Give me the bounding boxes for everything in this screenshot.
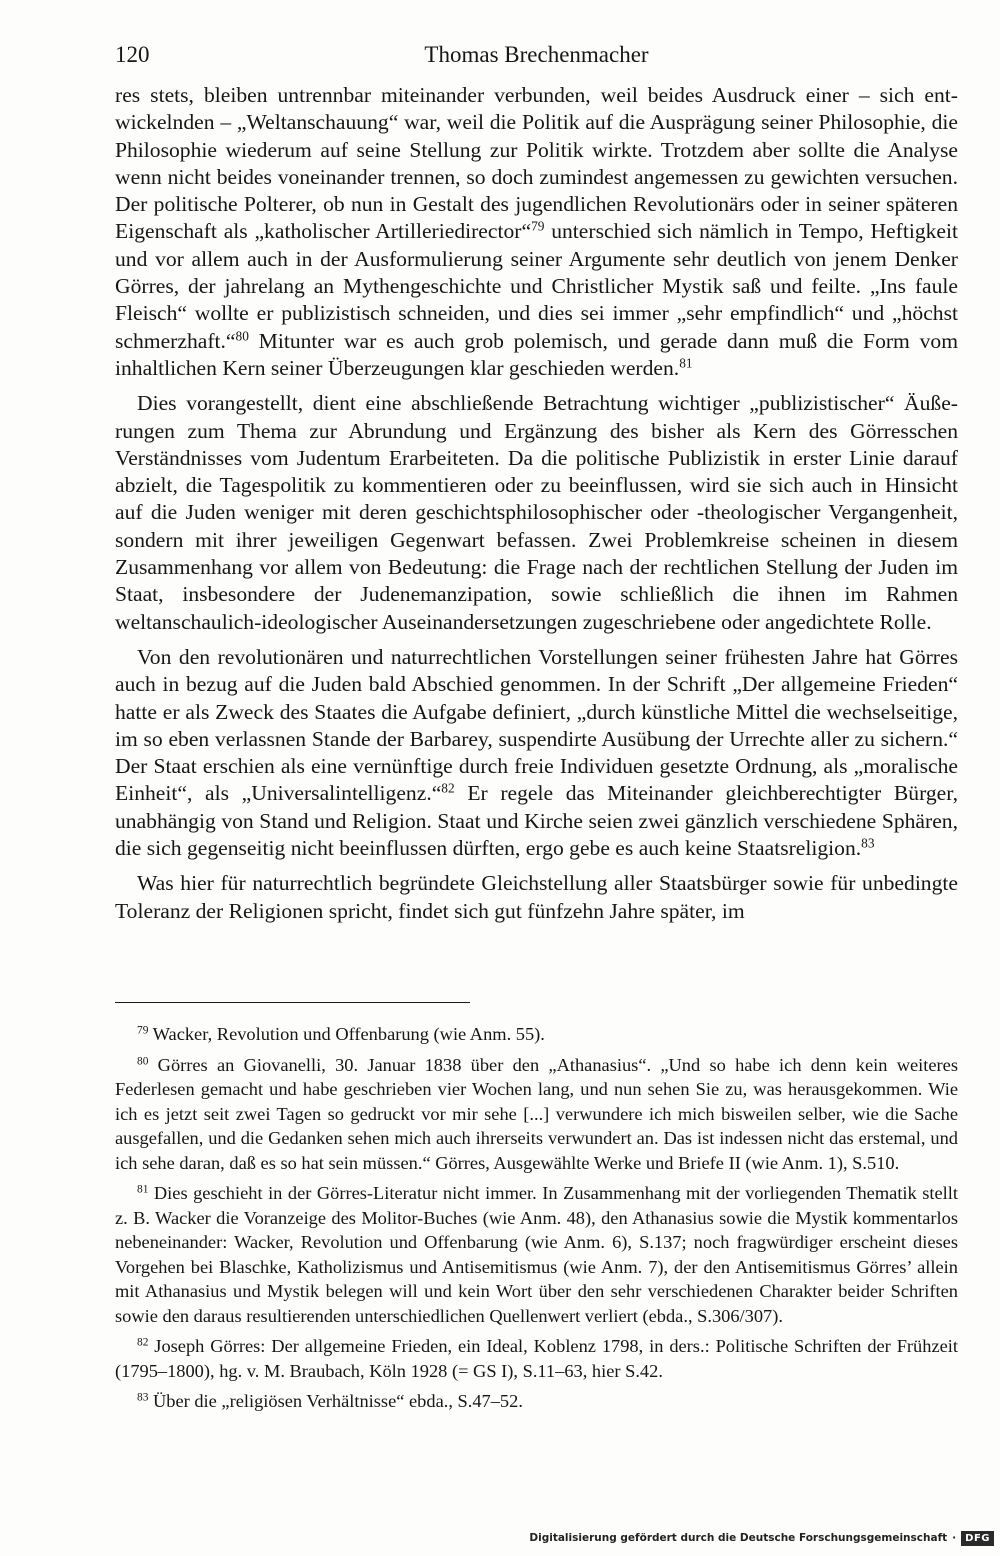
- footnote-81: [115, 1181, 958, 1328]
- main-text: [115, 82, 958, 933]
- footnote-ref-82[interactable]: 82: [441, 781, 455, 797]
- footnote-number: 80: [137, 1055, 149, 1068]
- digitization-credit: [529, 1526, 994, 1550]
- paragraph-3: [115, 644, 958, 862]
- paragraph-3-text-b: Er regele das Miteinander gleichberechtigter Bürger, unabhängig von Stand und Religion. Staat und Kirche seien zwei gänzlich verschiedene Sphären, die sich gegenseitig nicht beeinflussen dürften, ergo gebe es auch keine Staatsreligion.: [115, 781, 958, 861]
- footnotes: [115, 1022, 958, 1420]
- paragraph-1: [115, 82, 958, 382]
- footnote-text: Dies geschieht in der Görres-Literatur nicht immer. In Zusammenhang mit der vorliegenden Thematik stellt z. B. Wacker die Voranzeige des Molitor-Buches (wie Anm. 48), den Athanasius sowie die Mystik kommentarlos nebeneinander: Wacker, Revolution und Offenbarung (wie Anm. 6), S.137; noch fragwürdiger erscheint dieses Vorgehen bei Blaschke, Katholizismus und Antisemitismus (wie Anm. 7), der den Antisemitismus Görres’ allein mit Athanasius und Mystik belegen will und kein Wort über den sehr verschiedenen Charakter beider Schriften sowie den daraus resultierenden unterschiedlichen Quellenwert verliert (ebda., S.306/307).: [115, 1183, 958, 1326]
- credit-separator: ·: [952, 1532, 957, 1544]
- footnote-text: Über die „religiösen Verhältnisse“ ebda., S.47–52.: [148, 1391, 523, 1411]
- footnote-ref-81[interactable]: 81: [679, 355, 693, 371]
- footnote-80: [115, 1053, 958, 1176]
- footnote-divider: [115, 1002, 470, 1003]
- paragraph-4: [115, 870, 958, 925]
- paragraph-1-text-b: unterschied sich nämlich in Tempo, Heftigkeit und vor allem auch in der Ausformulierung seiner Argumente sehr deutlich von jenem Denker Görres, der jahrelang an Mythengeschichte und Christlicher Mystik saß und feilte. „Ins faule Fleisch“ wollte er publizistisch schneiden, und dies sei immer „sehr empfindlich“ und „höchst schmerzhaft.“: [115, 219, 959, 353]
- paragraph-4-text: Was hier für naturrechtlich begründete Gleichstellung aller Staatsbürger sowie für unbedingte Toleranz der Religionen spricht, findet sich gut fünfzehn Jahre später, im: [115, 871, 958, 923]
- footnote-ref-83[interactable]: 83: [861, 835, 875, 851]
- running-head: Thomas Brechenmacher: [424, 42, 649, 67]
- footnote-text: Joseph Görres: Der allgemeine Frieden, ein Ideal, Koblenz 1798, in ders.: Politische Schriften der Frühzeit (1795–1800), hg. v. M. Braubach, Köln 1928 (= GS I), S.11–63, hier S.42.: [115, 1336, 958, 1381]
- paragraph-1-text-c: Mitunter war es auch grob polemisch, und gerade dann muß die Form vom inhaltlichen Kern seiner Überzeugungen klar geschieden werden.: [115, 328, 958, 380]
- paragraph-1-text-a: res stets, bleiben untrennbar miteinander verbunden, weil beides Ausdruck einer – sich entwickelnden – „Weltanschauung“ war, weil die Politik auf die Ausprägung seiner Philosophie, die Philosophie wiederum auf seine Stellung zur Politik wirkte. Trotzdem aber sollte die Analyse wenn nicht beides voneinander trennen, so doch zumindest angemessen zu gewichten versuchen. Der politische Polterer, ob nun in Gestalt des jugendlichen Revolutionärs oder in seiner späteren Eigenschaft als „katholischer Artilleriedirector“: [115, 83, 958, 244]
- credit-text: Digitalisierung gefördert durch die Deutsche Forschungsgemeinschaft: [529, 1532, 948, 1544]
- page-number: 120: [115, 42, 150, 67]
- paragraph-2: [115, 390, 958, 636]
- footnote-79: [115, 1022, 958, 1047]
- paragraph-2-text: Dies vorangestellt, dient eine abschließende Betrachtung wichtiger „publizistischer“ Äußerungen zum Thema zur Abrundung und Ergänzung des bisher als Kern des Görresschen Verständnisses vom Judentum Erarbeiteten. Da die politische Publizistik in erster Linie darauf abzielt, die Tagespolitik zu kommentieren oder zu beeinflussen, wird sie sich auch in Hinsicht auf die Juden weniger mit deren geschichtsphilosophischer oder -theologischer Vergangenheit, sondern mit ihrer jeweiligen Gegenwart befassen. Zwei Problemkreise scheinen in diesem Zusammenhang vor allem von Bedeutung: die Frage nach der rechtlichen Stellung der Juden im Staat, insbesondere der Judenemanzipation, sowie schließlich die ihnen im Rahmen weltanschaulich-ideologischer Auseinandersetzungen zugeschriebene oder angedichtete Rolle.: [115, 391, 958, 634]
- dfg-logo-icon: DFG: [961, 1531, 994, 1546]
- footnote-number: 79: [137, 1024, 149, 1037]
- footnote-number: 81: [137, 1183, 149, 1196]
- footnote-ref-80[interactable]: 80: [235, 328, 249, 344]
- footnote-82: [115, 1334, 958, 1383]
- footnote-83: [115, 1389, 958, 1414]
- footnote-text: Wacker, Revolution und Offenbarung (wie Anm. 55).: [148, 1024, 545, 1044]
- footnote-number: 83: [137, 1391, 149, 1404]
- page-header: [115, 40, 958, 70]
- footnote-text: Görres an Giovanelli, 30. Januar 1838 über den „Athanasius“. „Und so habe ich denn kein weiteres Federlesen gemacht und habe geschrieben vier Wochen lang, und nun sehen Sie zu, was herausgekommen. Wie ich es jetzt seit zwei Tagen so gedruckt vor mir sehe [...] verwundere ich mich bisweilen selber, wie die Sache ausgefallen, und die Gedanken sehen mich auch ihrerseits verwundert an. Das ist indessen nicht das erstemal, und ich sehe daran, daß es so hat sein müssen.“ Görres, Ausgewählte Werke und Briefe II (wie Anm. 1), S.510.: [115, 1054, 958, 1173]
- footnote-ref-79[interactable]: 79: [531, 219, 545, 235]
- paragraph-3-text-a: Von den revolutionären und naturrechtlichen Vorstellungen seiner frühesten Jahre hat Görres auch in bezug auf die Juden bald Abschied genommen. In der Schrift „Der allgemeine Frieden“ hatte er als Zweck des Staates die Aufgabe definiert, „durch künstliche Mittel die wechselseitige, im so eben verlassnen Stande der Barbarey, suspendirte Ausübung der Urrechte aller zu sichern.“ Der Staat erschien als eine vernünftige durch freie Individuen gesetzte Ordnung, als „moralische Einheit“, als „Universalintelligenz.“: [115, 644, 958, 806]
- footnote-number: 82: [137, 1336, 149, 1349]
